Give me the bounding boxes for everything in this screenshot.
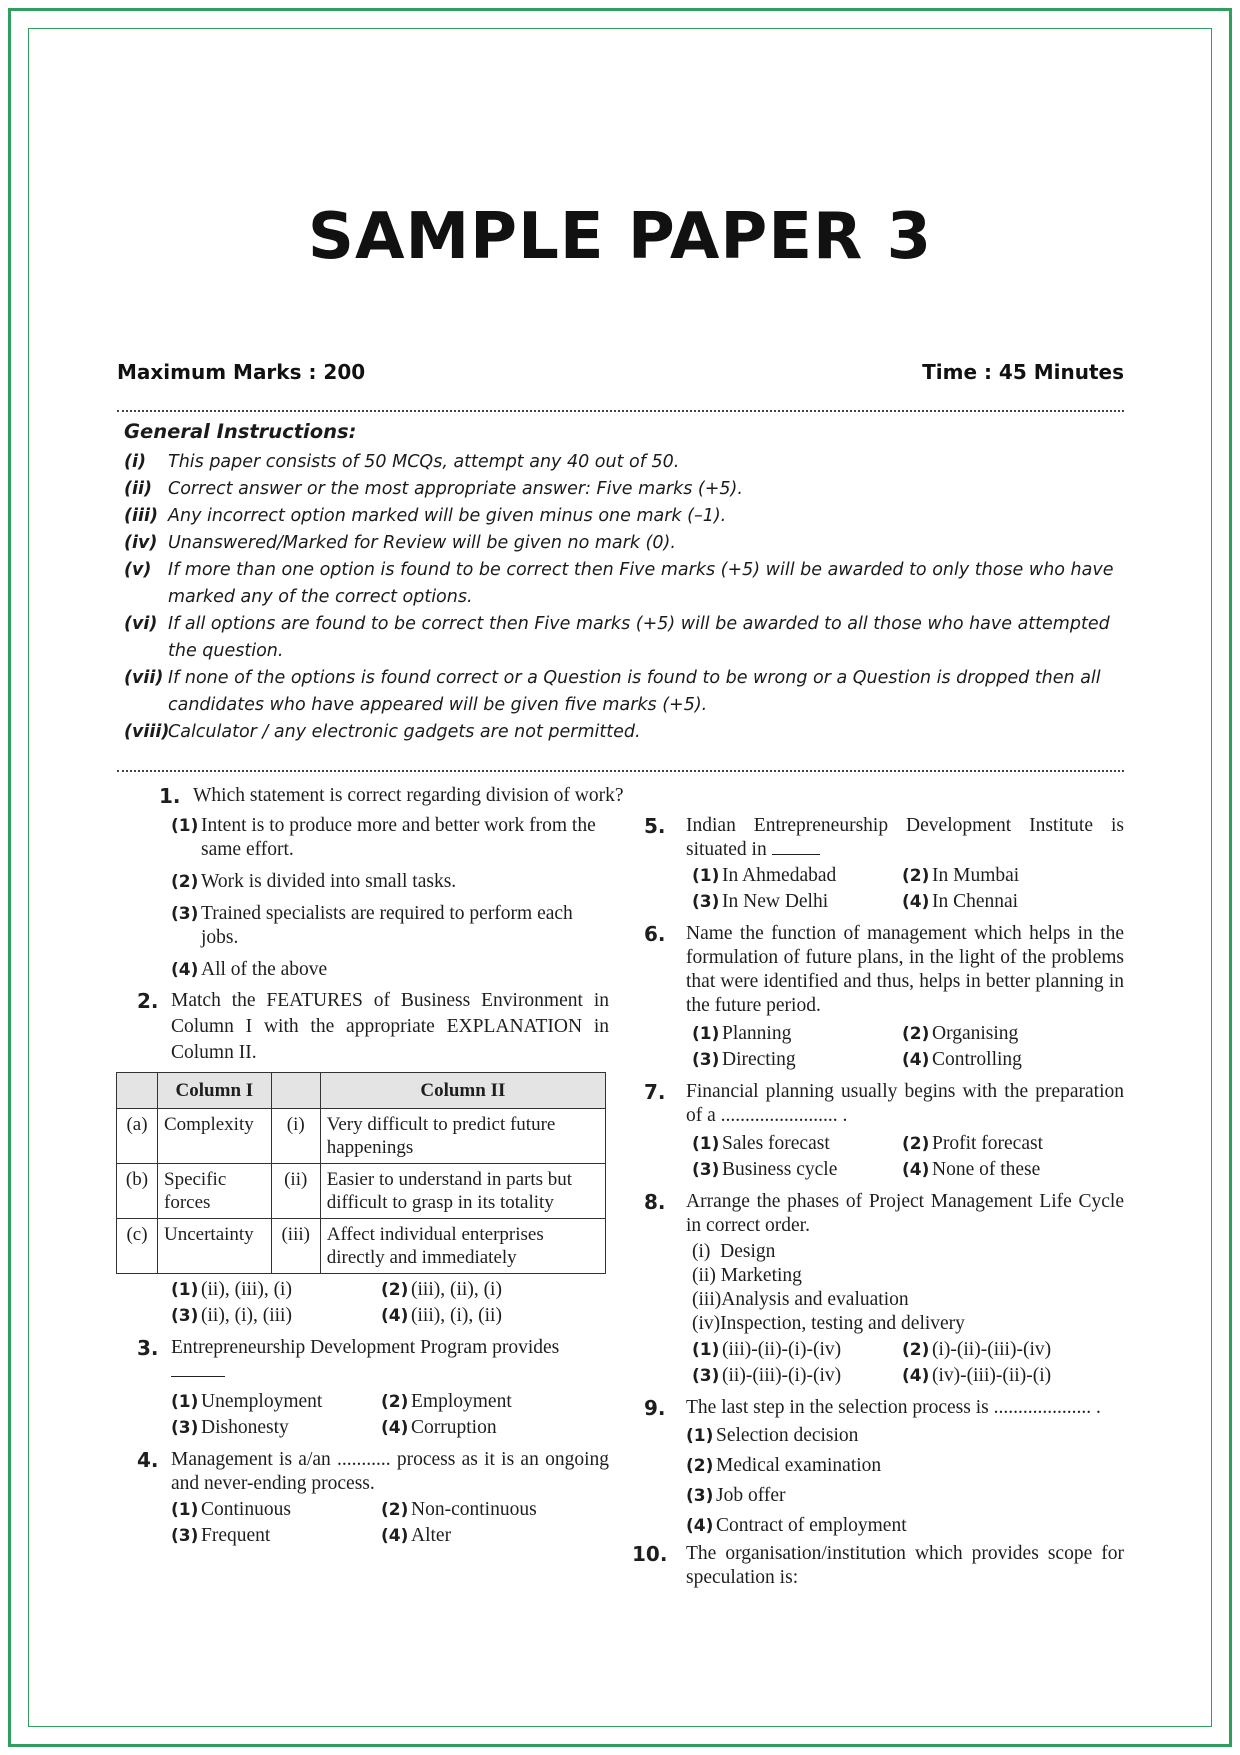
option[interactable]: (4) All of the above — [171, 959, 328, 980]
question-3: 3. Entrepreneurship Development Program provides — [137, 1336, 609, 1384]
instructions-heading: General Instructions: — [124, 420, 357, 443]
instruction-item: (iii) Any incorrect option marked will be given minus one mark (–1). — [124, 506, 727, 526]
page-title: SAMPLE PAPER 3 — [307, 200, 933, 274]
divider-top — [117, 410, 1124, 412]
phase-item: (i) Design — [692, 1241, 776, 1262]
question-1-options — [137, 814, 609, 982]
instruction-item: (vii) If none of the options is found correct or a Question is found to be wrong or a Question is dropped then all candidates who have appeared will be given five marks (+5). — [124, 668, 1101, 715]
table-row: (a) Complexity (i) Very difficult to predict future happenings — [117, 1109, 606, 1164]
option[interactable]: (1) Intent is to produce more and better work from the same effort. — [171, 815, 596, 860]
question-4-options — [171, 1498, 609, 1548]
option[interactable]: (4) (iv)-(iii)-(ii)-(i) — [902, 1365, 1052, 1386]
option[interactable]: (4) (iii), (i), (ii) — [381, 1305, 502, 1326]
option[interactable]: (1) Planning — [692, 1023, 792, 1044]
option[interactable]: (3) Job offer — [686, 1485, 786, 1506]
phase-item: (iii)Analysis and evaluation — [692, 1289, 909, 1310]
option[interactable]: (2) In Mumbai — [902, 865, 1020, 886]
question-6: 6. Name the function of management which helps in the formulation of future plans, in the light of the problems that were identified and thus, helps in better planning in the future period. — [644, 922, 1124, 1016]
option[interactable]: (1) Unemployment — [171, 1391, 323, 1412]
table-row: (c) Uncertainty (iii) Affect individual enterprises directly and immediately — [117, 1219, 606, 1274]
option[interactable]: (4) In Chennai — [902, 891, 1019, 912]
general-instructions — [124, 420, 1124, 746]
right-column — [632, 814, 1124, 1590]
left-column — [125, 784, 624, 1548]
option[interactable]: (4) Controlling — [902, 1049, 1022, 1070]
table-row: (b) Specific forces (ii) Easier to understand in parts but difficult to grasp in its totality — [117, 1164, 606, 1219]
option[interactable]: (1) Continuous — [171, 1499, 291, 1520]
phase-item: (iv)Inspection, testing and delivery — [692, 1313, 965, 1334]
question-2-options — [171, 1278, 609, 1328]
question-8: 8. Arrange the phases of Project Management Life Cycle in correct order. — [644, 1190, 1124, 1236]
option[interactable]: (1) Sales forecast — [692, 1133, 830, 1154]
question-8-phases — [692, 1240, 1124, 1336]
option[interactable]: (2) Non-continuous — [381, 1499, 537, 1520]
match-table-wrap — [125, 1072, 609, 1274]
option[interactable]: (2) Profit forecast — [902, 1133, 1044, 1154]
question-9: 9. The last step in the selection process is .................... . — [644, 1396, 1101, 1420]
time-allowed: Time : 45 Minutes — [922, 360, 1124, 384]
divider-bottom — [117, 770, 1124, 772]
option[interactable]: (3) In New Delhi — [692, 891, 829, 912]
question-3-options — [171, 1390, 609, 1440]
instruction-item: (viii) Calculator / any electronic gadgets are not permitted. — [124, 722, 641, 742]
paper-header — [117, 360, 1124, 384]
option[interactable]: (3) Directing — [692, 1049, 796, 1070]
instruction-item: (vi) If all options are found to be correct then Five marks (+5) will be awarded to all those who have attempted the question. — [124, 614, 1110, 661]
option[interactable]: (2) Medical examination — [686, 1455, 882, 1476]
option[interactable]: (3) Trained specialists are required to perform each jobs. — [171, 903, 573, 948]
option[interactable]: (2) Employment — [381, 1391, 512, 1412]
option[interactable]: (1) (iii)-(ii)-(i)-(iv) — [692, 1339, 842, 1360]
option[interactable]: (1) Selection decision — [686, 1425, 859, 1446]
option[interactable]: (4) None of these — [902, 1159, 1041, 1180]
question-2: 2. Match the FEATURES of Business Environment in Column I with the appropriate EXPLANATION in Column II. — [137, 989, 609, 1063]
instruction-item: (ii) Correct answer or the most appropriate answer: Five marks (+5). — [124, 479, 743, 499]
question-8-options — [692, 1338, 1124, 1388]
question-1: 1. Which statement is correct regarding division of work? — [159, 784, 624, 808]
option[interactable]: (2) Organising — [902, 1023, 1019, 1044]
option[interactable]: (1) (ii), (iii), (i) — [171, 1279, 292, 1300]
maximum-marks: Maximum Marks : 200 — [117, 360, 366, 384]
question-6-options — [692, 1022, 1124, 1072]
phase-item: (ii) Marketing — [692, 1265, 802, 1286]
option[interactable]: (1) In Ahmedabad — [692, 865, 837, 886]
option[interactable]: (3) Frequent — [171, 1525, 271, 1546]
question-7-options — [692, 1132, 1124, 1182]
column-2-header: Column II — [320, 1073, 605, 1109]
question-7: 7. Financial planning usually begins with the preparation of a ........................ . — [644, 1080, 1124, 1126]
option[interactable]: (2) (iii), (ii), (i) — [381, 1279, 502, 1300]
question-5: 5. Indian Entrepreneurship Development Institute is situated in — [644, 814, 1124, 860]
question-4: 4. Management is a/an ........... process as it is an ongoing and never-ending process. — [137, 1448, 609, 1494]
instruction-item: (v) If more than one option is found to be correct then Five marks (+5) will be awarded to only those who have marked any of the correct options. — [124, 560, 1114, 607]
answer-blank — [171, 1360, 225, 1377]
question-10: 10. The organisation/institution which provides scope for speculation is: — [632, 1542, 1124, 1588]
answer-blank — [772, 838, 820, 855]
option[interactable]: (4) Alter — [381, 1525, 452, 1546]
column-1-header: Column I — [158, 1073, 272, 1109]
option[interactable]: (2) Work is divided into small tasks. — [171, 871, 457, 892]
match-table — [116, 1072, 606, 1274]
option[interactable]: (4) Contract of employment — [686, 1515, 907, 1536]
instruction-item: (i) This paper consists of 50 MCQs, attempt any 40 out of 50. — [124, 452, 680, 472]
option[interactable]: (2) (i)-(ii)-(iii)-(iv) — [902, 1339, 1052, 1360]
question-9-options — [646, 1424, 1124, 1538]
option[interactable]: (4) Corruption — [381, 1417, 497, 1438]
question-5-options — [692, 864, 1124, 914]
option[interactable]: (3) (ii)-(iii)-(i)-(iv) — [692, 1365, 842, 1386]
option[interactable]: (3) Business cycle — [692, 1159, 838, 1180]
option[interactable]: (3) Dishonesty — [171, 1417, 289, 1438]
table-header-row — [117, 1073, 606, 1109]
option[interactable]: (3) (ii), (i), (iii) — [171, 1305, 292, 1326]
instruction-item: (iv) Unanswered/Marked for Review will be given no mark (0). — [124, 533, 676, 553]
